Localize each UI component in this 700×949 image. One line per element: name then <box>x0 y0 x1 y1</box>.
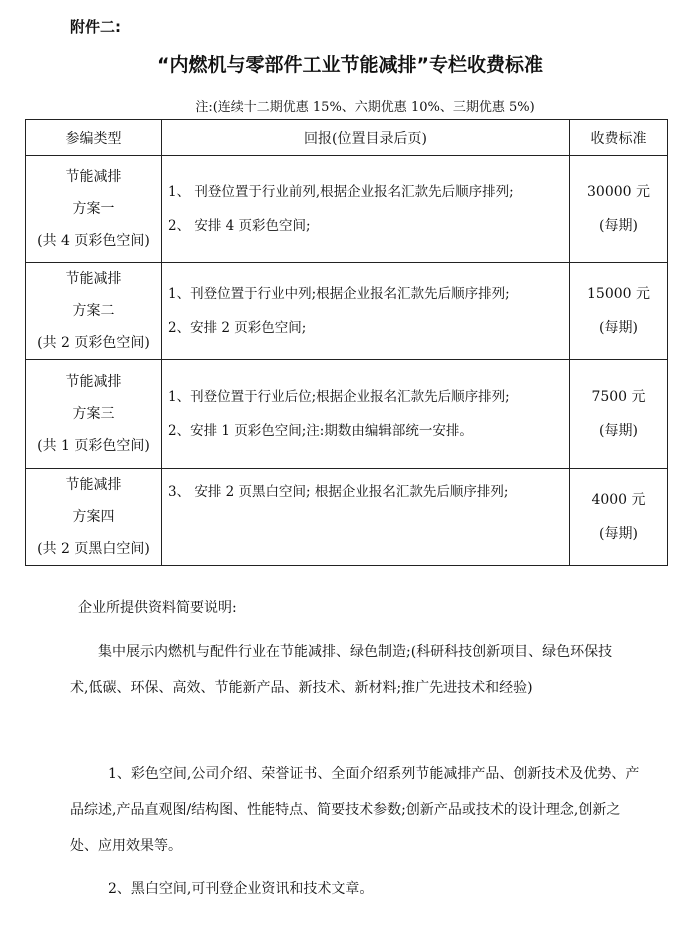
plan-pages: (共 2 页黑白空间) <box>37 541 150 557</box>
plan-pages: (共 2 页彩色空间) <box>37 335 150 351</box>
plan-type-cell <box>26 469 162 566</box>
plan-pages: (共 4 页彩色空间) <box>37 233 150 249</box>
price-value: 30000 元 <box>587 184 650 200</box>
plan-type-line: 节能减排 <box>65 169 122 185</box>
table-row <box>26 360 668 469</box>
plan-returns-cell <box>162 360 570 469</box>
plan-name: 方案一 <box>72 201 115 217</box>
plan-returns-cell <box>162 156 570 263</box>
header-price: 收费标准 <box>570 120 668 156</box>
attachment-label: 附件二: <box>70 18 121 36</box>
return-item: 3、 安排 2 页黑白空间; 根据企业报名汇款先后顺序排列; <box>168 484 509 500</box>
return-item: 1、刊登位置于行业后位;根据企业报名汇款先后顺序排列; <box>168 389 510 405</box>
price-period: (每期) <box>599 423 638 439</box>
page-title: “内燃机与零部件工业节能减排”专栏收费标准 <box>157 54 543 76</box>
discount-note: 注:(连续十二期优惠 15%、六期优惠 10%、三期优惠 5%) <box>195 100 535 115</box>
return-item: 2、 安排 4 页彩色空间; <box>168 218 311 234</box>
plan-price-cell <box>570 263 668 360</box>
price-value: 7500 元 <box>591 389 646 405</box>
price-period: (每期) <box>599 218 638 234</box>
table-row <box>26 263 668 360</box>
plan-name: 方案四 <box>72 509 115 525</box>
materials-intro: 企业所提供资料简要说明: <box>78 600 237 616</box>
return-item: 2、安排 1 页彩色空间;注:期数由编辑部统一安排。 <box>168 423 473 439</box>
plan-price-cell <box>570 360 668 469</box>
plan-price-cell <box>570 156 668 263</box>
table-header-row <box>26 120 668 156</box>
header-type: 参编类型 <box>26 120 162 156</box>
plan-pages: (共 1 页彩色空间) <box>37 438 150 454</box>
materials-paragraph-2: 1、彩色空间,公司介绍、荣誉证书、全面介绍系列节能减排产品、创新技术及优势、产品综述,产品直观图/结构图、性能特点、简要技术参数;创新产品或技术的设计理念,创新之处、应用效果等。 <box>70 766 640 854</box>
materials-paragraph-1: 集中展示内燃机与配件行业在节能减排、绿色制造;(科研科技创新项目、绿色环保技术,低碳、环保、高效、节能新产品、新技术、新材料;推广先进技术和经验) <box>70 644 613 696</box>
plan-name: 方案二 <box>72 303 115 319</box>
plan-price-cell <box>570 469 668 566</box>
header-returns: 回报(位置目录后页) <box>162 120 570 156</box>
plan-type-cell <box>26 360 162 469</box>
plan-returns-cell <box>162 263 570 360</box>
price-period: (每期) <box>599 526 638 542</box>
price-value: 4000 元 <box>591 492 646 508</box>
plan-type-cell <box>26 263 162 360</box>
return-item: 1、刊登位置于行业中列;根据企业报名汇款先后顺序排列; <box>168 286 510 302</box>
table-row <box>26 156 668 263</box>
plan-type-line: 节能减排 <box>65 374 122 390</box>
plan-type-line: 节能减排 <box>65 477 122 493</box>
price-period: (每期) <box>599 320 638 336</box>
plan-returns-cell <box>162 469 570 566</box>
plan-type-line: 节能减排 <box>65 271 122 287</box>
plan-type-cell <box>26 156 162 263</box>
fee-table <box>25 119 668 566</box>
return-item: 2、安排 2 页彩色空间; <box>168 320 307 336</box>
plan-name: 方案三 <box>72 406 115 422</box>
table-row <box>26 469 668 566</box>
materials-paragraph-3: 2、黑白空间,可刊登企业资讯和技术文章。 <box>108 881 374 897</box>
price-value: 15000 元 <box>587 286 650 302</box>
return-item: 1、 刊登位置于行业前列,根据企业报名汇款先后顺序排列; <box>168 184 514 200</box>
